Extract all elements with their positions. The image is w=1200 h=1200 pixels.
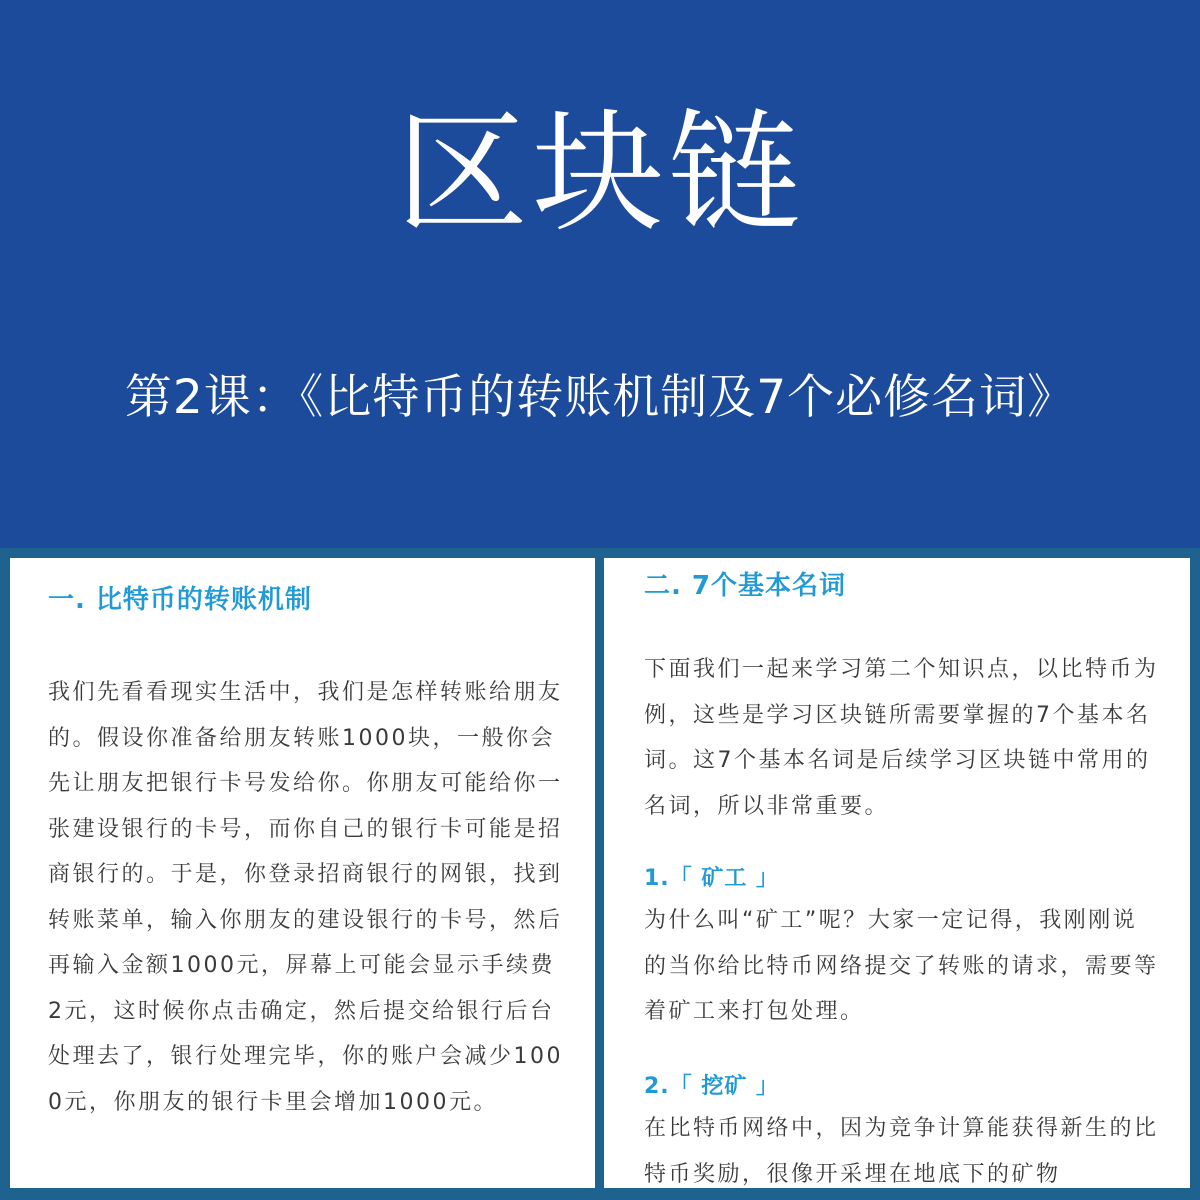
term-title-mining: 2.「 挖矿 」 [644,1074,779,1099]
term-title-miner: 1.「 矿工 」 [644,866,779,891]
section-title-transfer: 一. 比特币的转账机制 [48,585,312,615]
terms-intro-paragraph: 下面我们一起来学习第二个知识点，以比特币为例，这些是学习区块链所需要掌握的7个基本名词。这7个基本名词是后续学习区块链中常用的名词，所以非常重要。 [644,657,1159,819]
page-title: 区块链 [396,97,804,251]
transfer-paragraph: 我们先看看现实生活中，我们是怎样转账给朋友的。假设你准备给朋友转账1000块，一般你会先让朋友把银行卡号发给你。你朋友可能给你一张建设银行的卡号，而你自己的银行卡可能是招商银行的。于是，你登录招商银行的网银，找到转账菜单，输入你朋友的建设银行的卡号，然后再输入金额1000元，屏幕上可能会显示手续费2元，这时候你点击确定，然后提交给银行后台处理去了，银行处理完毕，你的账户会减少1000元，你朋友的银行卡里会增加1000元。 [48,680,563,1115]
left-content-card [10,558,595,1188]
section-title-terms: 二. 7个基本名词 [644,571,847,601]
right-content-card [604,558,1190,1188]
term-text-mining: 在比特币网络中，因为竞争计算能获得新生的比特币奖励，很像开采埋在地底下的矿物 [644,1116,1159,1187]
header-banner [0,0,1200,548]
term-text-miner: 为什么叫“矿工”呢？大家一定记得，我刚刚说的当你给比特币网络提交了转账的请求，需要等着矿工来打包处理。 [644,908,1159,1024]
lesson-subtitle: 第2课：《比特币的转账机制及7个必修名词》 [124,370,1076,425]
